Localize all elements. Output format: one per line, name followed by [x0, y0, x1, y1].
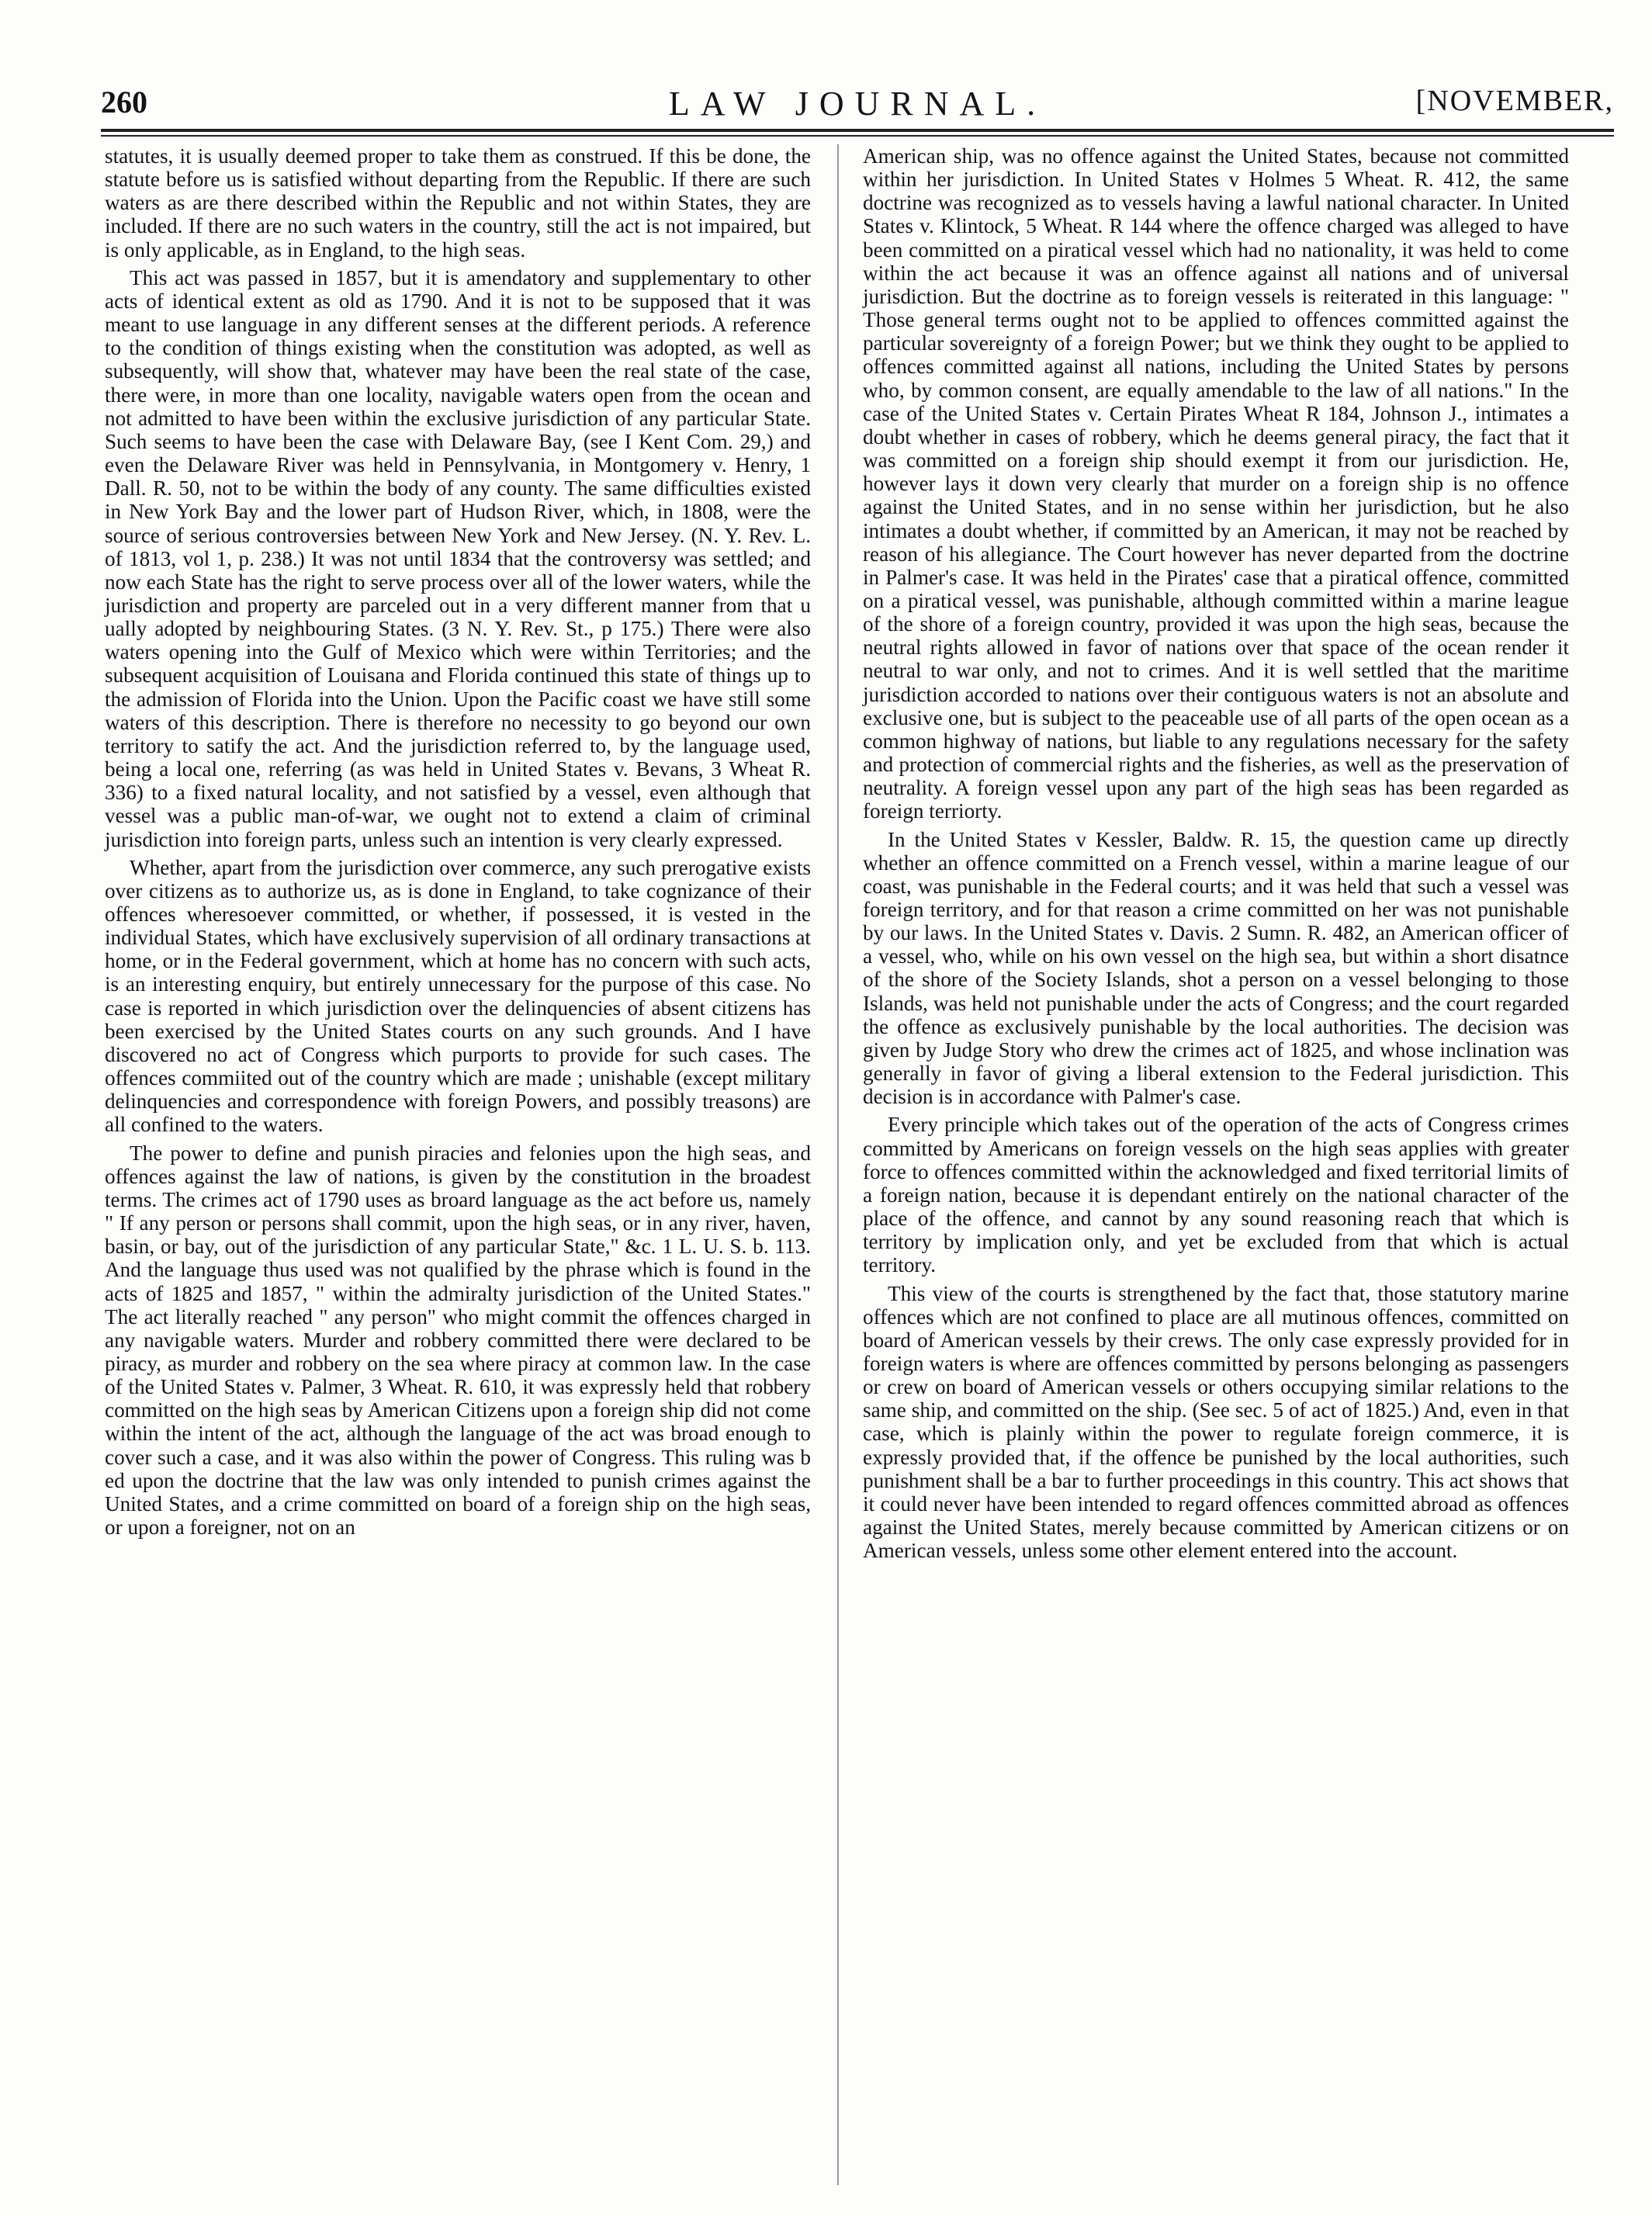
paragraph: The power to define and punish piracies and felonies upon the high seas, and offences against the law of nations, is given by the constitution in the broadest terms. The crimes act of 1790 uses as broard language as the act before us, namely " If any person or persons shall commit, upon the high seas, or in any river, haven, basin, or bay, out of the jurisdiction of any particular State," &c. 1 L. U. S. b. 113. And the language thus used was not qualified by the phrase which is found in the acts of 1825 and 1857, " within the admiralty jurisdiction of the United States." The act literally reached " any person" who might commit the offences charged in any navigable waters. Murder and robbery committed there were declared to be piracy, as murder and robbery on the sea where piracy at common law. In the case of the United States v. Palmer, 3 Wheat. R. 610, it was expressly held that robbery committed on the high seas by American Citizens upon a foreign ship did not come within the intent of the act, although the language of the act was broad enough to cover such a case, and it was also within the power of Congress. This ruling was b ed upon the doctrine that the law was only intended to punish crimes against the United States, and a crime committed on board of a foreign ship on the high seas, or upon a foreigner, not on an — [105, 1141, 811, 1540]
running-title: LAW JOURNAL. — [668, 85, 1047, 123]
paragraph: In the United States v Kessler, Baldw. R. 15, the question came up directly whether an offence committed on a French vessel, within a marine league of our coast, was punishable in the Federal courts; and it was held that such a vessel was foreign territory, and for that reason a crime committed on her was not punishable by our laws. In the United States v. Davis. 2 Sumn. R. 482, an American officer of a vessel, who, while on his own vessel on the high sea, but within a short disatnce of the shore of the Society Islands, shot a person on a vessel belonging to those Islands, was held not punishable under the acts of Congress; and the court regarded the offence as exclusively punishable by the local authorities. The decision was given by Judge Story who drew the crimes act of 1825, and whose inclination was generally in favor of giving a liberal extension to the Federal jurisdiction. This decision is in accordance with Palmer's case. — [863, 827, 1569, 1109]
header-month: [NOVEMBER, — [1415, 85, 1614, 117]
column-divider — [837, 144, 839, 2185]
page-number: 260 — [101, 85, 147, 120]
header-rule-thin — [101, 135, 1614, 137]
header-rule-thick — [101, 129, 1614, 132]
right-column — [863, 144, 1569, 1567]
left-column — [105, 144, 811, 1543]
paragraph: statutes, it is usually deemed proper to take them as construed. If this be done, the statute before us is satisfied without departing from the Republic. If there are such waters as are there described within the Republic and not within States, they are included. If there are no such waters in the country, still the act is not impaired, but is only applicable, as in England, to the high seas. — [105, 144, 811, 262]
paragraph: This view of the courts is strengthened by the fact that, those statutory marine offences which are not confined to place are all mutinous offences, committed on board of American vessels by their crews. The only case expressly provided for in foreign waters is where are offences committed by persons belonging as passengers or crew on board of American vessels or others occupying similar relations to the same ship, and committed on the ship. (See sec. 5 of act of 1825.) And, even in that case, which is plainly within the power to regulate foreign commerce, it is expressly provided that, if the offence be punished by the local authorities, such punishment shall be a bar to further proceedings in this country. This act shows that it could never have been intended to regard offences committed abroad as offences against the United States, merely because committed by American citizens or on American vessels, unless some other element entered into the account. — [863, 1281, 1569, 1563]
paragraph: American ship, was no offence against the United States, because not committed within her jurisdiction. In United States v Holmes 5 Wheat. R. 412, the same doctrine was recognized as to vessels having a lawful national character. In United States v. Klintock, 5 Wheat. R 144 where the offence charged was alleged to have been committed on a piratical vessel which had no nationality, it was held to come within the act because it was an offence against all nations and of universal jurisdiction. But the doctrine as to foreign vessels is reiterated in this language: " Those general terms ought not to be applied to offences committed against the particular sovereignty of a foreign Power; but we think they ought to be applied to offences committed against all nations, including the United States by persons who, by common consent, are equally amendable to the law of all nations." In the case of the United States v. Certain Pirates Wheat R 184, Johnson J., intimates a doubt whether in cases of robbery, which he deems general piracy, the fact that it was committed on a foreign ship should exempt it from our jurisdiction. He, however lays it down very clearly that murder on a foreign ship is no offence against the United States, and in no sense within her jurisdiction, but he also intimates a doubt whether, if committed by an American, it may not be reached by reason of his allegiance. The Court however has never departed from the doctrine in Palmer's case. It was held in the Pirates' case that a piratical offence, committed on a piratical vessel, was punishable, although committed within a marine league of the shore of a foreign country, provided it was upon the high seas, because the neutral rights allowed in favor of nations over that space of the ocean render it neutral to war only, and not to crimes. And it is well settled that the maritime jurisdiction accorded to nations over their contiguous waters is not an absolute and exclusive one, but is subject to the peaceable use of all parts of the open ocean as a common highway of nations, but liable to any regulations necessary for the safety and protection of commercial rights and the fisheries, as well as the preservation of neutrality. A foreign vessel upon any part of the high seas has been regarded as foreign terriorty. — [863, 144, 1569, 823]
paragraph: Every principle which takes out of the operation of the acts of Congress crimes committed by Americans on foreign vessels on the high seas applies with greater force to offences committed within the acknowledged and fixed territorial limits of a foreign nation, because it is dependant entirely on the national character of the place of the offence, and cannot by any sound reasoning reach that which is territory by implication only, and yet be excluded from that which is actual territory. — [863, 1113, 1569, 1277]
paragraph: This act was passed in 1857, but it is amendatory and supplementary to other acts of identical extent as old as 1790. And it is not to be supposed that it was meant to use language in any different senses at the different periods. A reference to the condition of things existing when the constitution was adopted, as well as subsequently, will show that, whatever may have been the real state of the case, there were, in more than one locality, navigable waters open from the ocean and not admitted to have been within the exclusive jurisdiction of any particular State. Such seems to have been the case with Delaware Bay, (see I Kent Com. 29,) and even the Delaware River was held in Pennsylvania, in Montgomery v. Henry, 1 Dall. R. 50, not to be within the body of any county. The same difficulties existed in New York Bay and the lower part of Hudson River, which, in 1808, were the source of serious controversies between New York and New Jersey. (N. Y. Rev. L. of 1813, vol 1, p. 238.) It was not until 1834 that the controversy was settled; and now each State has the right to serve process over all of the lower waters, while the jurisdiction and property are parceled out in a very different manner from that u ually adopted by neighbouring States. (3 N. Y. Rev. St., p 175.) There were also waters opening into the Gulf of Mexico which were within Territories; and the subsequent acquisition of Louisana and Florida continued this state of things up to the admission of Florida into the Union. Upon the Pacific coast we have still some waters of this description. There is therefore no necessity to go beyond our own territory to satify the act. And the jurisdiction referred to, by the language used, being a local one, referring (as was held in United States v. Bevans, 3 Wheat R. 336) to a fixed natural locality, and not satisfied by a vessel, even although that vessel was a public man-of-war, we ought not to extend a claim of criminal jurisdiction into foreign parts, unless such an intention is very clearly expressed. — [105, 265, 811, 851]
paragraph: Whether, apart from the jurisdiction over commerce, any such prerogative exists over citizens as to authorize us, as is done in England, to take cognizance of their offences wheresoever committed, or whether, if possessed, it is vested in the individual States, which have exclusively supervision of all ordinary transactions at home, or in the Federal government, which at home has no concern with such acts, is an interesting enquiry, but entirely unnecessary for the purpose of this case. No case is reported in which jurisdiction over the delinquencies of absent citizens has been exercised by the United States courts on any such grounds. And I have discovered no act of Congress which purports to provide for such cases. The offences commiited out of the country which are made ; unishable (except military delinquencies and correspondence with foreign Powers, and possibly treasons) are all confined to the waters. — [105, 855, 811, 1137]
